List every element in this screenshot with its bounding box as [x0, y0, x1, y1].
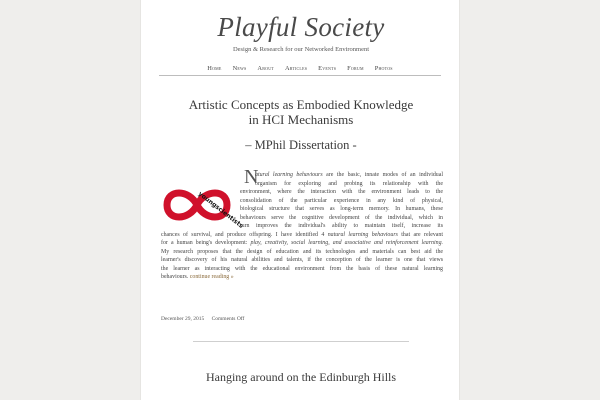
excerpt-line: turn improves the individual's ability to maintain itself, increase its [240, 223, 443, 229]
excerpt-text: are the basic, innate modes of an individual [326, 172, 443, 178]
excerpt-text: that are relevant [397, 231, 443, 238]
lead-italic: atural learning behaviours [255, 172, 323, 178]
youngscientists-logo [161, 181, 245, 230]
excerpt-line [161, 273, 443, 282]
post-divider [193, 341, 409, 342]
post-meta [161, 316, 244, 322]
excerpt-line: environment, where the interaction with the environment leads to the [240, 189, 443, 195]
content-column [140, 0, 460, 400]
post-date[interactable]: December 29, 2015 [161, 316, 205, 322]
excerpt-line [161, 239, 443, 248]
excerpt-text: for a human being's development: [161, 240, 251, 246]
excerpt-line [255, 171, 443, 180]
excerpt-line: consolidation of the particular experience in any kind of physical, [240, 197, 443, 204]
excerpt-emphasis: natural learning behaviours [327, 231, 398, 238]
post-title[interactable] [141, 97, 461, 127]
continue-reading-link[interactable]: continue reading » [189, 274, 234, 280]
excerpt-line: My research proposes that the design of education and its technologies and materials can best aid the [161, 248, 443, 255]
nav-news[interactable]: News [232, 65, 247, 72]
excerpt-line: the learner as interacting with the educational environment from the basis of these natural learning [161, 265, 443, 272]
logo-text: youngscientists [196, 190, 245, 230]
excerpt-text: chances of survival, and produce offspring. I have identified 4 [161, 231, 328, 238]
excerpt-line: biological structure that serves as long-term memory. In humans, these [240, 206, 443, 212]
drop-cap: N [244, 166, 259, 188]
post-subtitle: – MPhil Dissertation - [245, 138, 357, 152]
post-comments: Comments Off [211, 316, 245, 322]
excerpt-text: behaviours. [161, 274, 190, 280]
excerpt-line: behaviours serve the cognitive development of the individual, which in [240, 214, 443, 221]
nav-articles[interactable]: Articles [284, 65, 308, 72]
site-description: Design & Research for our Networked Environment [232, 46, 370, 53]
next-post-title[interactable]: Hanging around on the Edinburgh Hills [205, 370, 397, 384]
post-title-line2: in HCI Mechanisms [248, 112, 354, 127]
nav-events[interactable]: Events [318, 65, 337, 72]
excerpt-line: organism for exploring and probing its relationship with the [255, 180, 443, 187]
post-title-line1: Artistic Concepts as Embodied Knowledge [188, 97, 414, 112]
excerpt-line [161, 231, 443, 240]
nav-photos[interactable]: Photos [374, 65, 393, 72]
nav-forum[interactable]: Forum [347, 65, 364, 72]
nav-home[interactable]: Home [207, 65, 222, 72]
excerpt-line: learner's discovery of his natural abilities and talents, if the conception of the learner is one that views [161, 257, 443, 263]
excerpt-emphasis: play, creativity, social learning, and associative and reinforcement learning. [250, 240, 443, 246]
main-nav [159, 62, 441, 76]
nav-about[interactable]: About [257, 65, 274, 72]
site-title[interactable]: Playful Society [217, 12, 385, 42]
